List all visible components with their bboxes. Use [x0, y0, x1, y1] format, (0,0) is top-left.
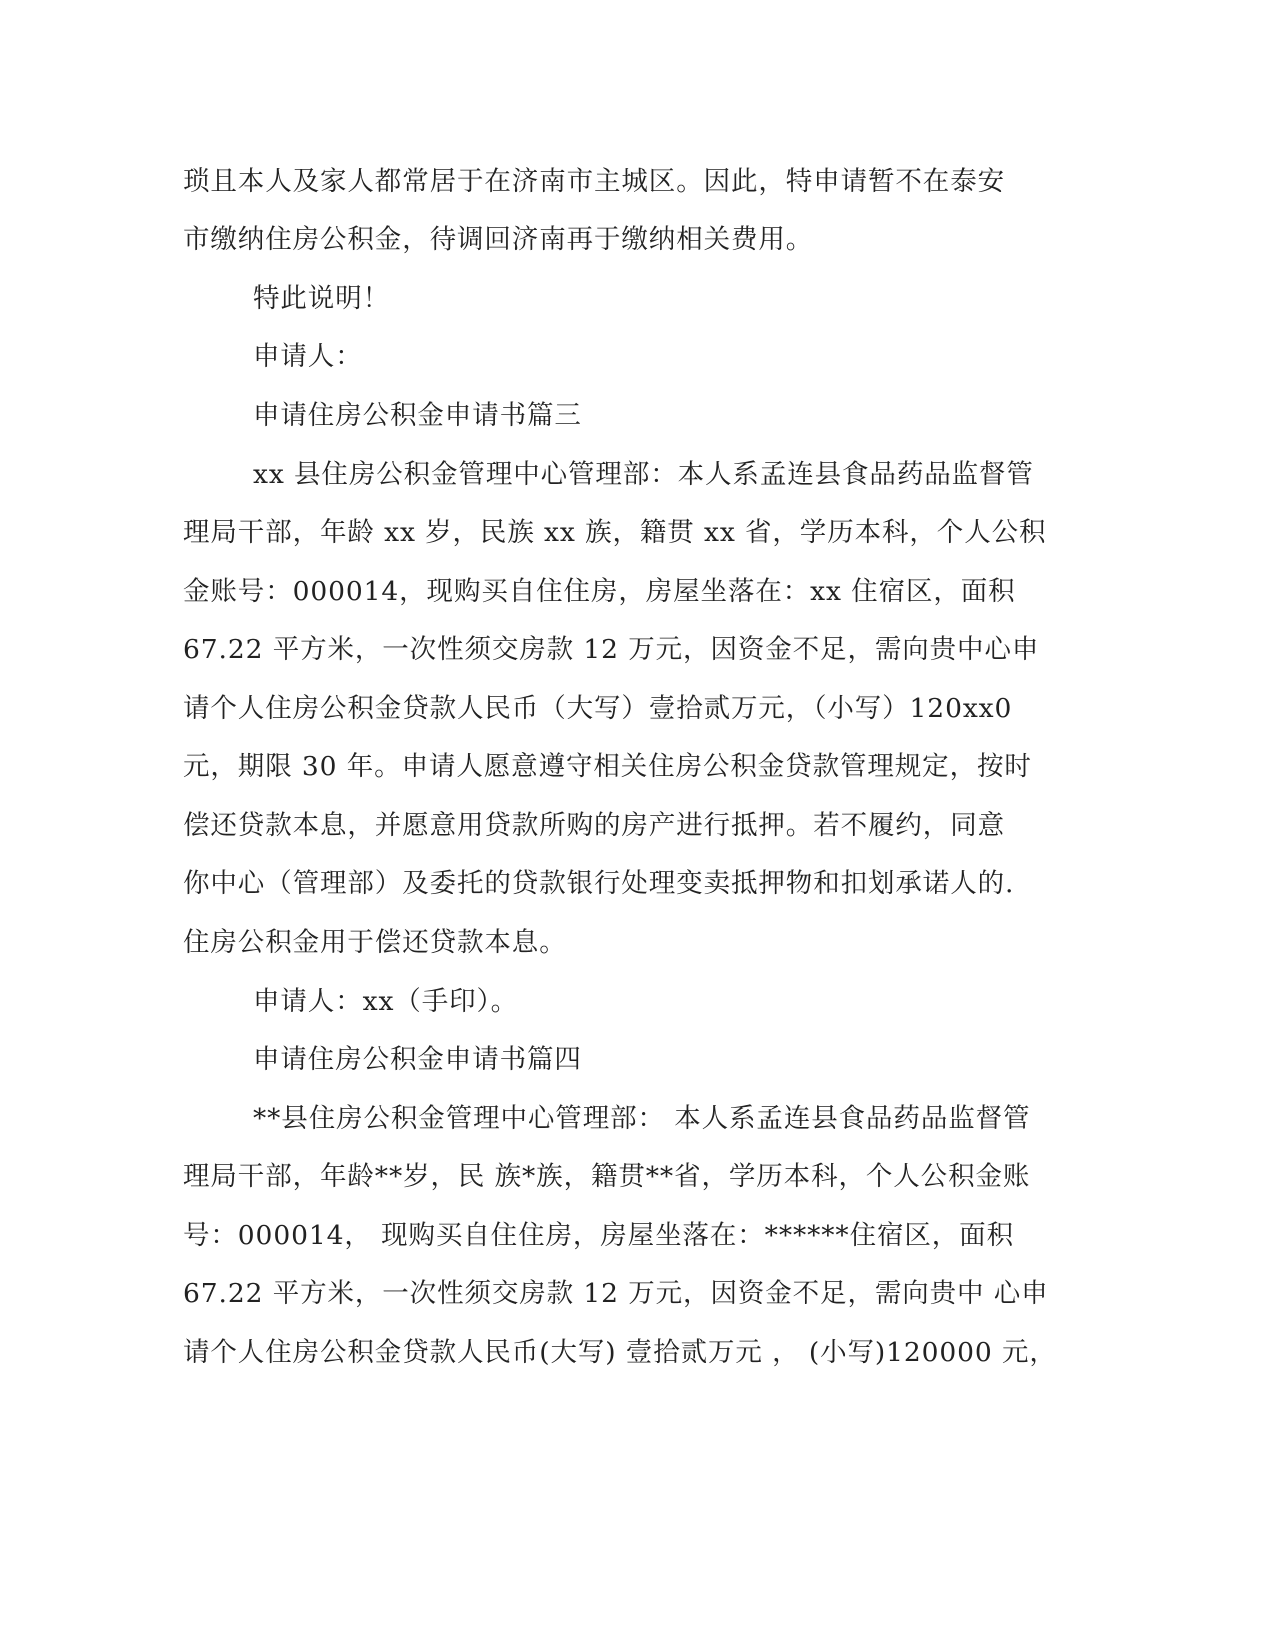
- text-line: 金账号：000014，现购买自住住房，房屋坐落在：xx 住宿区，面积: [183, 576, 1016, 607]
- section-heading: 申请住房公积金申请书篇三: [253, 400, 582, 431]
- text-line: 琐且本人及家人都常居于在济南市主城区。因此，特申请暂不在泰安: [183, 166, 1005, 197]
- text-line: 理局干部，年龄 xx 岁，民族 xx 族，籍贯 xx 省，学历本科，个人公积: [183, 517, 1047, 548]
- section-heading: 申请住房公积金申请书篇四: [253, 1044, 582, 1075]
- text-line: 市缴纳住房公积金，待调回济南再于缴纳相关费用。: [183, 224, 814, 255]
- text-line: 申请人：xx（手印）。: [253, 986, 519, 1017]
- text-line: 申请人：: [253, 341, 363, 372]
- text-line: 理局干部，年龄**岁，民 族*族，籍贯**省，学历本科，个人公积金账: [183, 1161, 1031, 1192]
- text-line: 你中心（管理部）及委托的贷款银行处理变卖抵押物和扣划承诺人的.: [183, 868, 1015, 899]
- text-line: 号：000014， 现购买自住住房，房屋坐落在：******住宿区，面积: [183, 1220, 1014, 1251]
- text-line: 偿还贷款本息，并愿意用贷款所购的房产进行抵押。若不履约，同意: [183, 810, 1005, 841]
- text-line: 请个人住房公积金贷款人民币(大写) 壹拾贰万元 ， (小写)120000 元，: [183, 1337, 1057, 1368]
- text-line: 元，期限 30 年。申请人愿意遵守相关住房公积金贷款管理规定，按时: [183, 751, 1032, 782]
- text-line: 住房公积金用于偿还贷款本息。: [183, 927, 567, 958]
- text-line: **县住房公积金管理中心管理部： 本人系孟连县食品药品监督管: [253, 1103, 1031, 1134]
- text-line: 特此说明！: [253, 283, 390, 314]
- text-line: 67.22 平方米，一次性须交房款 12 万元，因资金不足，需向贵中心申: [183, 634, 1040, 665]
- text-line: xx 县住房公积金管理中心管理部：本人系孟连县食品药品监督管: [253, 459, 1034, 490]
- text-line: 请个人住房公积金贷款人民币（大写）壹拾贰万元，（小写）120xx0: [183, 693, 1013, 724]
- text-line: 67.22 平方米，一次性须交房款 12 万元，因资金不足，需向贵中 心申: [183, 1278, 1049, 1309]
